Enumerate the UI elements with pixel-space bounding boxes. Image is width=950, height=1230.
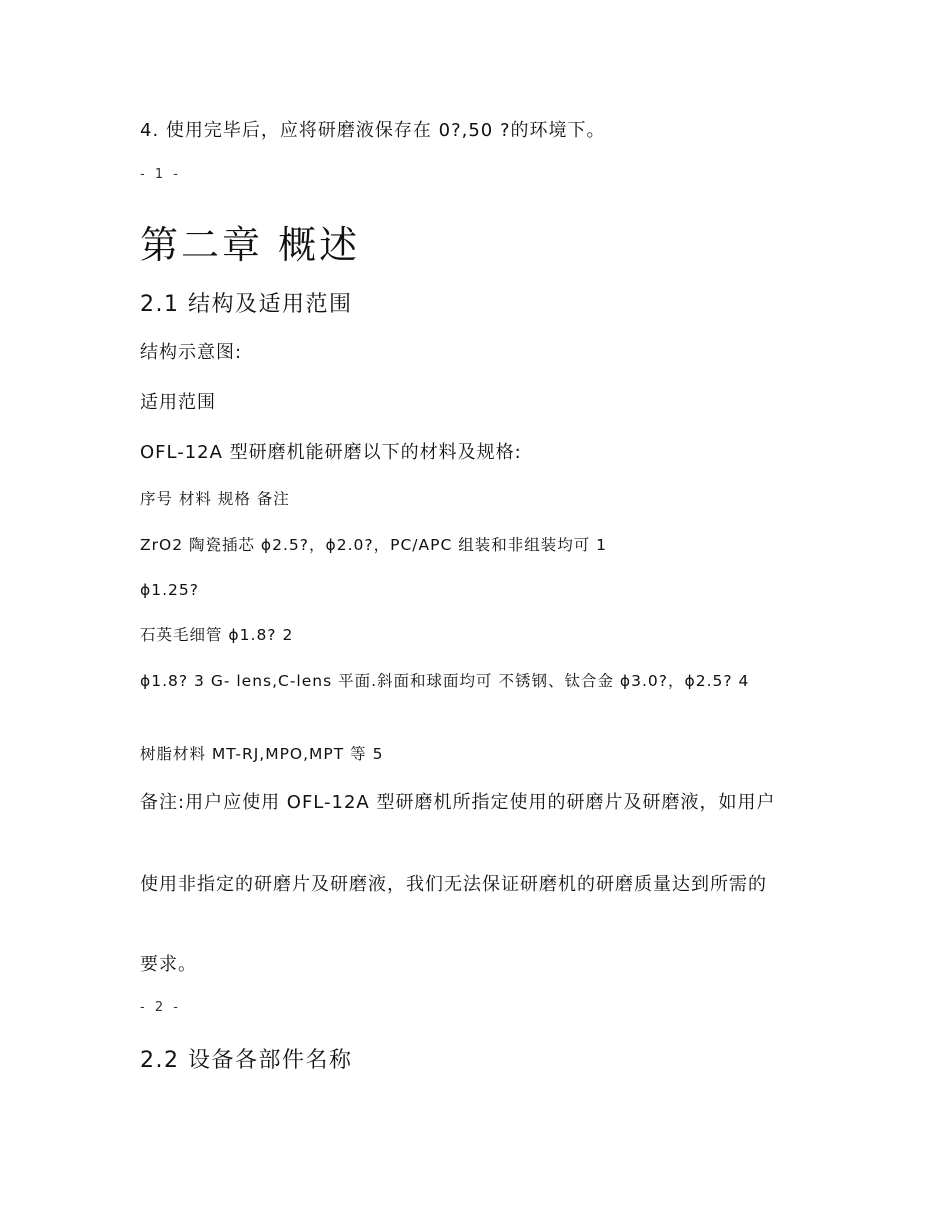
page-number: - 1 - (140, 167, 181, 182)
chapter-title: 第二章 概述 (140, 223, 361, 267)
remark-line: 备注:用户应使用 OFL-12A 型研磨机所指定使用的研磨片及研磨液，如用户 (140, 792, 776, 813)
section-heading-2-1: 2.1 结构及适用范围 (140, 292, 353, 317)
section-heading-2-2: 2.2 设备各部件名称 (140, 1048, 353, 1073)
structure-diagram-label: 结构示意图: (140, 342, 243, 363)
table-line: ϕ1.8? 3 G- lens,C-lens 平面.斜面和球面均可 不锈钢、钛合金 ϕ3.0?，ϕ2.5? 4 (140, 672, 750, 690)
table-line: 树脂材料 MT-RJ,MPO,MPT 等 5 (140, 745, 384, 763)
table-header-line: 序号 材料 规格 备注 (140, 490, 290, 508)
page-number: - 2 - (140, 1000, 181, 1015)
table-line: 石英毛细管 ϕ1.8? 2 (140, 626, 294, 644)
table-line: ZrO2 陶瓷插芯 ϕ2.5?，ϕ2.0?，PC/APC 组装和非组装均可 1 (140, 536, 607, 554)
remark-line: 要求。 (140, 954, 197, 975)
table-line: ϕ1.25? (140, 581, 199, 599)
remark-line: 使用非指定的研磨片及研磨液，我们无法保证研磨机的研磨质量达到所需的 (140, 874, 767, 895)
scope-label: 适用范围 (140, 392, 216, 413)
scope-intro: OFL-12A 型研磨机能研磨以下的材料及规格: (140, 442, 522, 463)
usage-note: 4. 使用完毕后，应将研磨液保存在 0?,50 ?的环境下。 (140, 120, 606, 141)
